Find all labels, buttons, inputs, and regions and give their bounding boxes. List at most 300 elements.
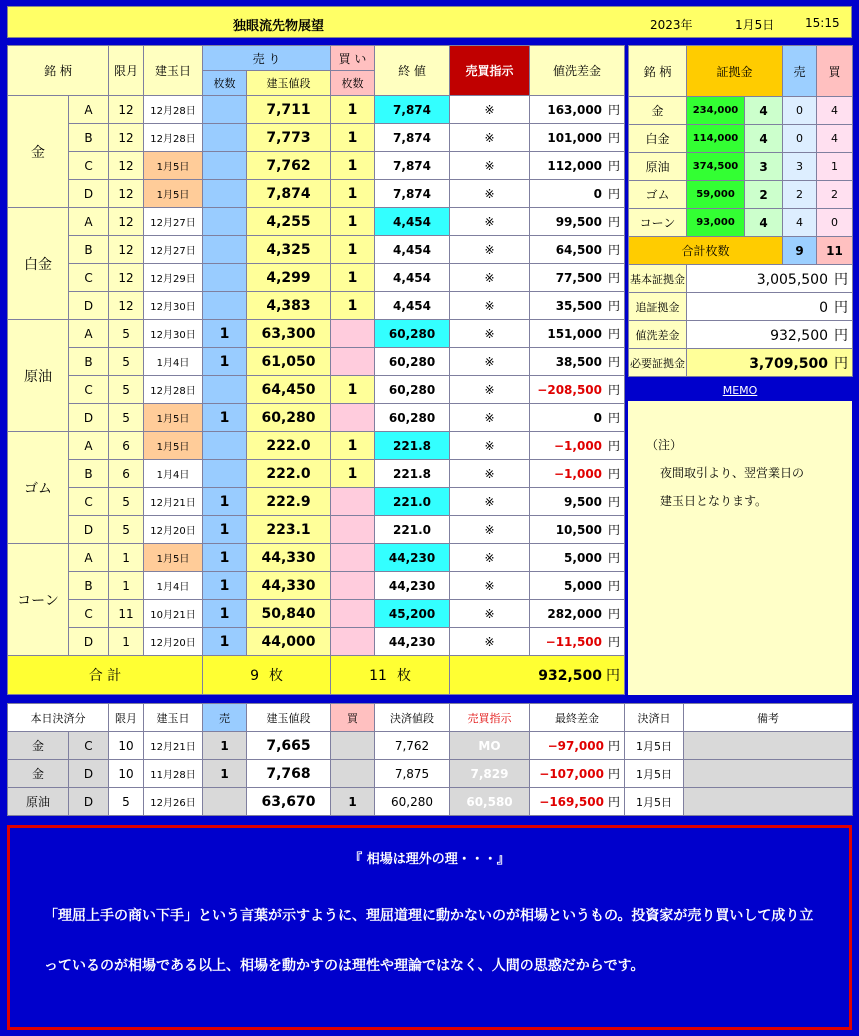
settle-value: 7,762 [375,732,450,760]
row-order: ※ [450,544,530,572]
margin-buy: 1 [817,153,853,181]
yen-unit: 円 [608,159,621,173]
row-close: 4,454 [375,292,450,320]
settle-month: 10 [109,760,144,788]
margin-total-buy: 11 [817,237,853,265]
row-diff-value: 0 [593,187,603,201]
header-diff: 値洗差金 [530,46,625,96]
table-row [8,96,625,124]
settle-final [530,788,625,816]
row-date: 1月5日 [144,404,203,432]
row-date: 12月30日 [144,320,203,348]
row-sell-count [203,124,247,152]
row-month: 6 [109,432,144,460]
summary-amount: 0 [819,299,829,316]
header-order: 売買指示 [450,46,530,96]
row-price: 64,450 [247,376,331,404]
yen-unit: 円 [608,635,621,649]
table-row [8,404,625,432]
summary-amount: 3,005,500 [756,271,829,288]
row-id: D [69,516,109,544]
settle-header-sdate: 決済日 [625,704,684,732]
table-row [8,152,625,180]
margin-buy: 4 [817,125,853,153]
settle-header-settle: 決済値段 [375,704,450,732]
row-id: D [69,404,109,432]
row-close: 7,874 [375,180,450,208]
row-buy-count [331,516,375,544]
margin-lots: 4 [745,97,783,125]
total-sell [203,656,331,695]
row-close: 45,200 [375,600,450,628]
yen-unit: 円 [608,551,621,565]
settle-name: 金 [8,732,69,760]
row-month: 12 [109,208,144,236]
row-sell-count [203,208,247,236]
row-buy-count: 1 [331,432,375,460]
yen-unit: 円 [608,187,621,201]
row-diff-value: 112,000 [547,159,603,173]
row-id: B [69,124,109,152]
memo-line-2: 夜間取引より、翌営業日の [660,466,805,480]
row-price: 222.0 [247,432,331,460]
margin-amount: 234,000 [687,97,745,125]
summary-value [687,293,853,321]
row-buy-count: 1 [331,376,375,404]
table-row [8,208,625,236]
row-diff-value: 151,000 [547,327,603,341]
row-month: 11 [109,600,144,628]
settle-sell: 1 [203,732,247,760]
settle-buy: 1 [331,788,375,816]
total-diff [450,656,625,695]
commodity-name: 原油 [8,320,69,432]
yen-unit: 円 [608,411,621,425]
row-order: ※ [450,96,530,124]
margin-name: 原油 [629,153,687,181]
commodity-name: 白金 [8,208,69,320]
row-diff [530,320,625,348]
margin-buy: 0 [817,209,853,237]
row-price: 44,330 [247,544,331,572]
settle-id: D [69,760,109,788]
margin-summary-row [629,293,853,321]
margin-sell: 0 [783,125,817,153]
row-order: ※ [450,404,530,432]
settle-order: 7,829 [450,760,530,788]
summary-value [687,321,853,349]
row-buy-count: 1 [331,208,375,236]
row-date: 1月5日 [144,432,203,460]
row-close: 7,874 [375,124,450,152]
row-order: ※ [450,600,530,628]
yen-unit: 円 [608,131,621,145]
table-row [8,180,625,208]
row-sell-count: 1 [203,572,247,600]
row-sell-count [203,180,247,208]
row-buy-count [331,600,375,628]
table-row [8,488,625,516]
row-date: 1月4日 [144,572,203,600]
margin-row [629,181,853,209]
row-diff [530,348,625,376]
header-time: 15:15 [805,16,840,30]
settle-price: 7,665 [247,732,331,760]
quote-text: 「理屈上手の商い下手」という言葉が示すように、理屈道理に動かないのが相場というもの。投資家が売り買いして成り立っているのが相場である以上、相場を動かすのは理性や理論ではなく、人間の思惑だからです。 [44,908,814,974]
margin-amount: 93,000 [687,209,745,237]
header-name: 銘 柄 [8,46,109,96]
row-diff-value: 5,000 [564,551,603,565]
settle-row [8,732,853,760]
summary-label: 必要証拠金 [629,349,687,377]
margin-table [628,45,853,377]
margin-lots: 3 [745,153,783,181]
memo-link[interactable]: MEMO [722,384,758,397]
row-order: ※ [450,208,530,236]
row-month: 12 [109,124,144,152]
summary-value [687,265,853,293]
row-order: ※ [450,292,530,320]
row-id: C [69,376,109,404]
settle-note [684,760,853,788]
row-date: 12月27日 [144,208,203,236]
header-bar [7,6,852,38]
row-close: 4,454 [375,208,450,236]
summary-value [687,349,853,377]
row-sell-count: 1 [203,516,247,544]
row-diff [530,236,625,264]
row-sell-count [203,292,247,320]
settle-value: 60,280 [375,788,450,816]
header-date: 建玉日 [144,46,203,96]
row-sell-count: 1 [203,348,247,376]
total-buy-unit: 枚 [396,668,411,684]
row-id: C [69,152,109,180]
row-order: ※ [450,180,530,208]
row-price: 222.9 [247,488,331,516]
settle-header-sell: 売 [203,704,247,732]
row-diff-value: 5,000 [564,579,603,593]
row-order: ※ [450,488,530,516]
row-date: 12月30日 [144,292,203,320]
settle-name: 金 [8,760,69,788]
settle-value: 7,875 [375,760,450,788]
row-buy-count [331,544,375,572]
row-month: 12 [109,292,144,320]
summary-amount: 3,709,500 [749,355,829,372]
table-row [8,544,625,572]
settle-final-value: −97,000 [547,739,604,753]
settle-date: 11月28日 [144,760,203,788]
total-diff-value: 932,500 [538,668,603,684]
positions-table [7,45,625,695]
header-sell-count: 枚数 [203,71,247,96]
yen-unit: 円 [608,103,621,117]
yen-unit: 円 [608,299,621,313]
row-id: A [69,96,109,124]
row-close: 44,230 [375,628,450,656]
summary-label: 追証拠金 [629,293,687,321]
row-price: 4,299 [247,264,331,292]
margin-sell: 4 [783,209,817,237]
settle-month: 10 [109,732,144,760]
table-row [8,628,625,656]
row-price: 4,383 [247,292,331,320]
row-buy-count [331,320,375,348]
row-buy-count [331,488,375,516]
row-diff-value: 38,500 [555,355,603,369]
row-month: 1 [109,544,144,572]
header-month: 限月 [109,46,144,96]
settle-header-note: 備考 [684,704,853,732]
margin-buy: 2 [817,181,853,209]
row-close: 4,454 [375,236,450,264]
row-price: 7,762 [247,152,331,180]
row-diff [530,208,625,236]
row-date: 1月4日 [144,348,203,376]
row-buy-count: 1 [331,264,375,292]
row-diff [530,488,625,516]
row-id: A [69,544,109,572]
row-buy-count [331,628,375,656]
row-buy-count [331,572,375,600]
quote-title: 『 相場は理外の理・・・』 [349,852,510,867]
settle-header-order: 売買指示 [450,704,530,732]
row-order: ※ [450,264,530,292]
row-sell-count [203,376,247,404]
row-order: ※ [450,348,530,376]
row-diff-value: −11,500 [545,635,603,649]
row-buy-count: 1 [331,96,375,124]
page-title: 独眼流先物展望 [233,19,325,34]
yen-unit: 円 [608,579,621,593]
memo-line-3: 建玉日となります。 [660,494,768,508]
summary-label: 基本証拠金 [629,265,687,293]
row-close: 221.8 [375,432,450,460]
margin-header-buy: 買 [817,46,853,97]
row-month: 5 [109,376,144,404]
yen-unit: 円 [608,607,621,621]
yen-unit: 円 [608,355,621,369]
settle-sell: 1 [203,760,247,788]
margin-name: コーン [629,209,687,237]
row-close: 221.0 [375,488,450,516]
row-order: ※ [450,376,530,404]
row-date: 12月28日 [144,376,203,404]
row-close: 60,280 [375,376,450,404]
yen-unit: 円 [608,215,621,229]
row-id: D [69,180,109,208]
row-diff-value: 64,500 [555,243,603,257]
row-diff [530,544,625,572]
yen-unit: 円 [606,668,621,684]
margin-header-name: 銘 柄 [629,46,687,97]
yen-unit: 円 [608,327,621,341]
row-id: B [69,572,109,600]
yen-unit: 円 [608,271,621,285]
row-sell-count: 1 [203,404,247,432]
row-buy-count [331,404,375,432]
yen-unit: 円 [834,327,849,344]
summary-amount: 932,500 [770,327,829,344]
yen-unit: 円 [608,439,621,453]
margin-summary-row [629,321,853,349]
margin-total-label: 合計枚数 [629,237,783,265]
settle-month: 5 [109,788,144,816]
settle-name: 原油 [8,788,69,816]
yen-unit: 円 [607,739,620,753]
row-id: A [69,432,109,460]
row-close: 7,874 [375,96,450,124]
total-label: 合 計 [8,656,203,695]
table-row [8,320,625,348]
row-order: ※ [450,152,530,180]
yen-unit: 円 [608,467,621,481]
row-order: ※ [450,432,530,460]
row-diff [530,152,625,180]
row-month: 5 [109,348,144,376]
settle-sell [203,788,247,816]
margin-sell: 0 [783,97,817,125]
row-order: ※ [450,460,530,488]
row-close: 221.0 [375,516,450,544]
header-buy-count: 枚数 [331,71,375,96]
table-row [8,348,625,376]
memo-body [628,401,852,695]
total-buy-count: 11 [369,668,387,684]
row-close: 60,280 [375,320,450,348]
row-diff [530,376,625,404]
table-row [8,460,625,488]
row-sell-count: 1 [203,320,247,348]
row-buy-count: 1 [331,236,375,264]
row-order: ※ [450,572,530,600]
settle-sdate: 1月5日 [625,788,684,816]
row-id: D [69,628,109,656]
margin-lots: 2 [745,181,783,209]
table-row [8,124,625,152]
row-diff-value: 77,500 [555,271,603,285]
table-row [8,432,625,460]
settle-final [530,732,625,760]
row-diff-value: 282,000 [547,607,603,621]
total-row [8,656,625,695]
header-buy: 買 い [331,46,375,71]
margin-total-row [629,237,853,265]
summary-label: 値洗差金 [629,321,687,349]
row-id: B [69,236,109,264]
row-sell-count [203,460,247,488]
row-close: 7,874 [375,152,450,180]
row-close: 44,230 [375,572,450,600]
row-diff [530,180,625,208]
margin-name: 白金 [629,125,687,153]
row-buy-count: 1 [331,180,375,208]
margin-row [629,97,853,125]
yen-unit: 円 [608,495,621,509]
yen-unit: 円 [607,795,620,809]
row-price: 222.0 [247,460,331,488]
row-month: 12 [109,152,144,180]
header-price: 建玉値段 [247,71,331,96]
settle-buy [331,760,375,788]
row-sell-count: 1 [203,600,247,628]
row-id: B [69,348,109,376]
row-buy-count: 1 [331,124,375,152]
settle-id: D [69,788,109,816]
row-diff-value: 35,500 [555,299,603,313]
yen-unit: 円 [608,523,621,537]
table-row [8,600,625,628]
row-diff-value: 163,000 [547,103,603,117]
total-sell-unit: 枚 [268,668,283,684]
row-price: 4,255 [247,208,331,236]
row-date: 12月27日 [144,236,203,264]
row-order: ※ [450,236,530,264]
row-order: ※ [450,516,530,544]
row-diff [530,600,625,628]
commodity-name: コーン [8,544,69,656]
row-diff [530,460,625,488]
row-sell-count: 1 [203,544,247,572]
row-buy-count: 1 [331,292,375,320]
row-month: 12 [109,236,144,264]
settle-date: 12月26日 [144,788,203,816]
row-month: 5 [109,404,144,432]
margin-amount: 114,000 [687,125,745,153]
row-price: 50,840 [247,600,331,628]
row-id: C [69,600,109,628]
row-sell-count: 1 [203,488,247,516]
row-date: 10月21日 [144,600,203,628]
header-year: 2023年 [650,18,693,32]
table-row [8,572,625,600]
margin-name: 金 [629,97,687,125]
settle-price: 7,768 [247,760,331,788]
row-diff-value: 99,500 [555,215,603,229]
row-diff-value: 9,500 [564,495,603,509]
settle-order: 60,580 [450,788,530,816]
row-buy-count [331,348,375,376]
settle-header-month: 限月 [109,704,144,732]
row-month: 12 [109,180,144,208]
memo-line-1: （注） [646,438,683,452]
header-close: 終 値 [375,46,450,96]
row-diff [530,404,625,432]
quote-box [7,825,852,1030]
row-price: 61,050 [247,348,331,376]
row-sell-count [203,152,247,180]
row-sell-count: 1 [203,628,247,656]
row-diff-value: 101,000 [547,131,603,145]
commodity-name: 金 [8,96,69,208]
row-sell-count [203,264,247,292]
row-id: A [69,208,109,236]
row-diff [530,572,625,600]
row-buy-count: 1 [331,460,375,488]
commodity-name: ゴム [8,432,69,544]
row-diff-value: −1,000 [554,439,603,453]
row-diff-value: 10,500 [555,523,603,537]
row-close: 60,280 [375,348,450,376]
row-month: 1 [109,572,144,600]
settle-price: 63,670 [247,788,331,816]
row-id: D [69,292,109,320]
row-date: 1月5日 [144,180,203,208]
row-date: 12月29日 [144,264,203,292]
table-row [8,376,625,404]
margin-name: ゴム [629,181,687,209]
